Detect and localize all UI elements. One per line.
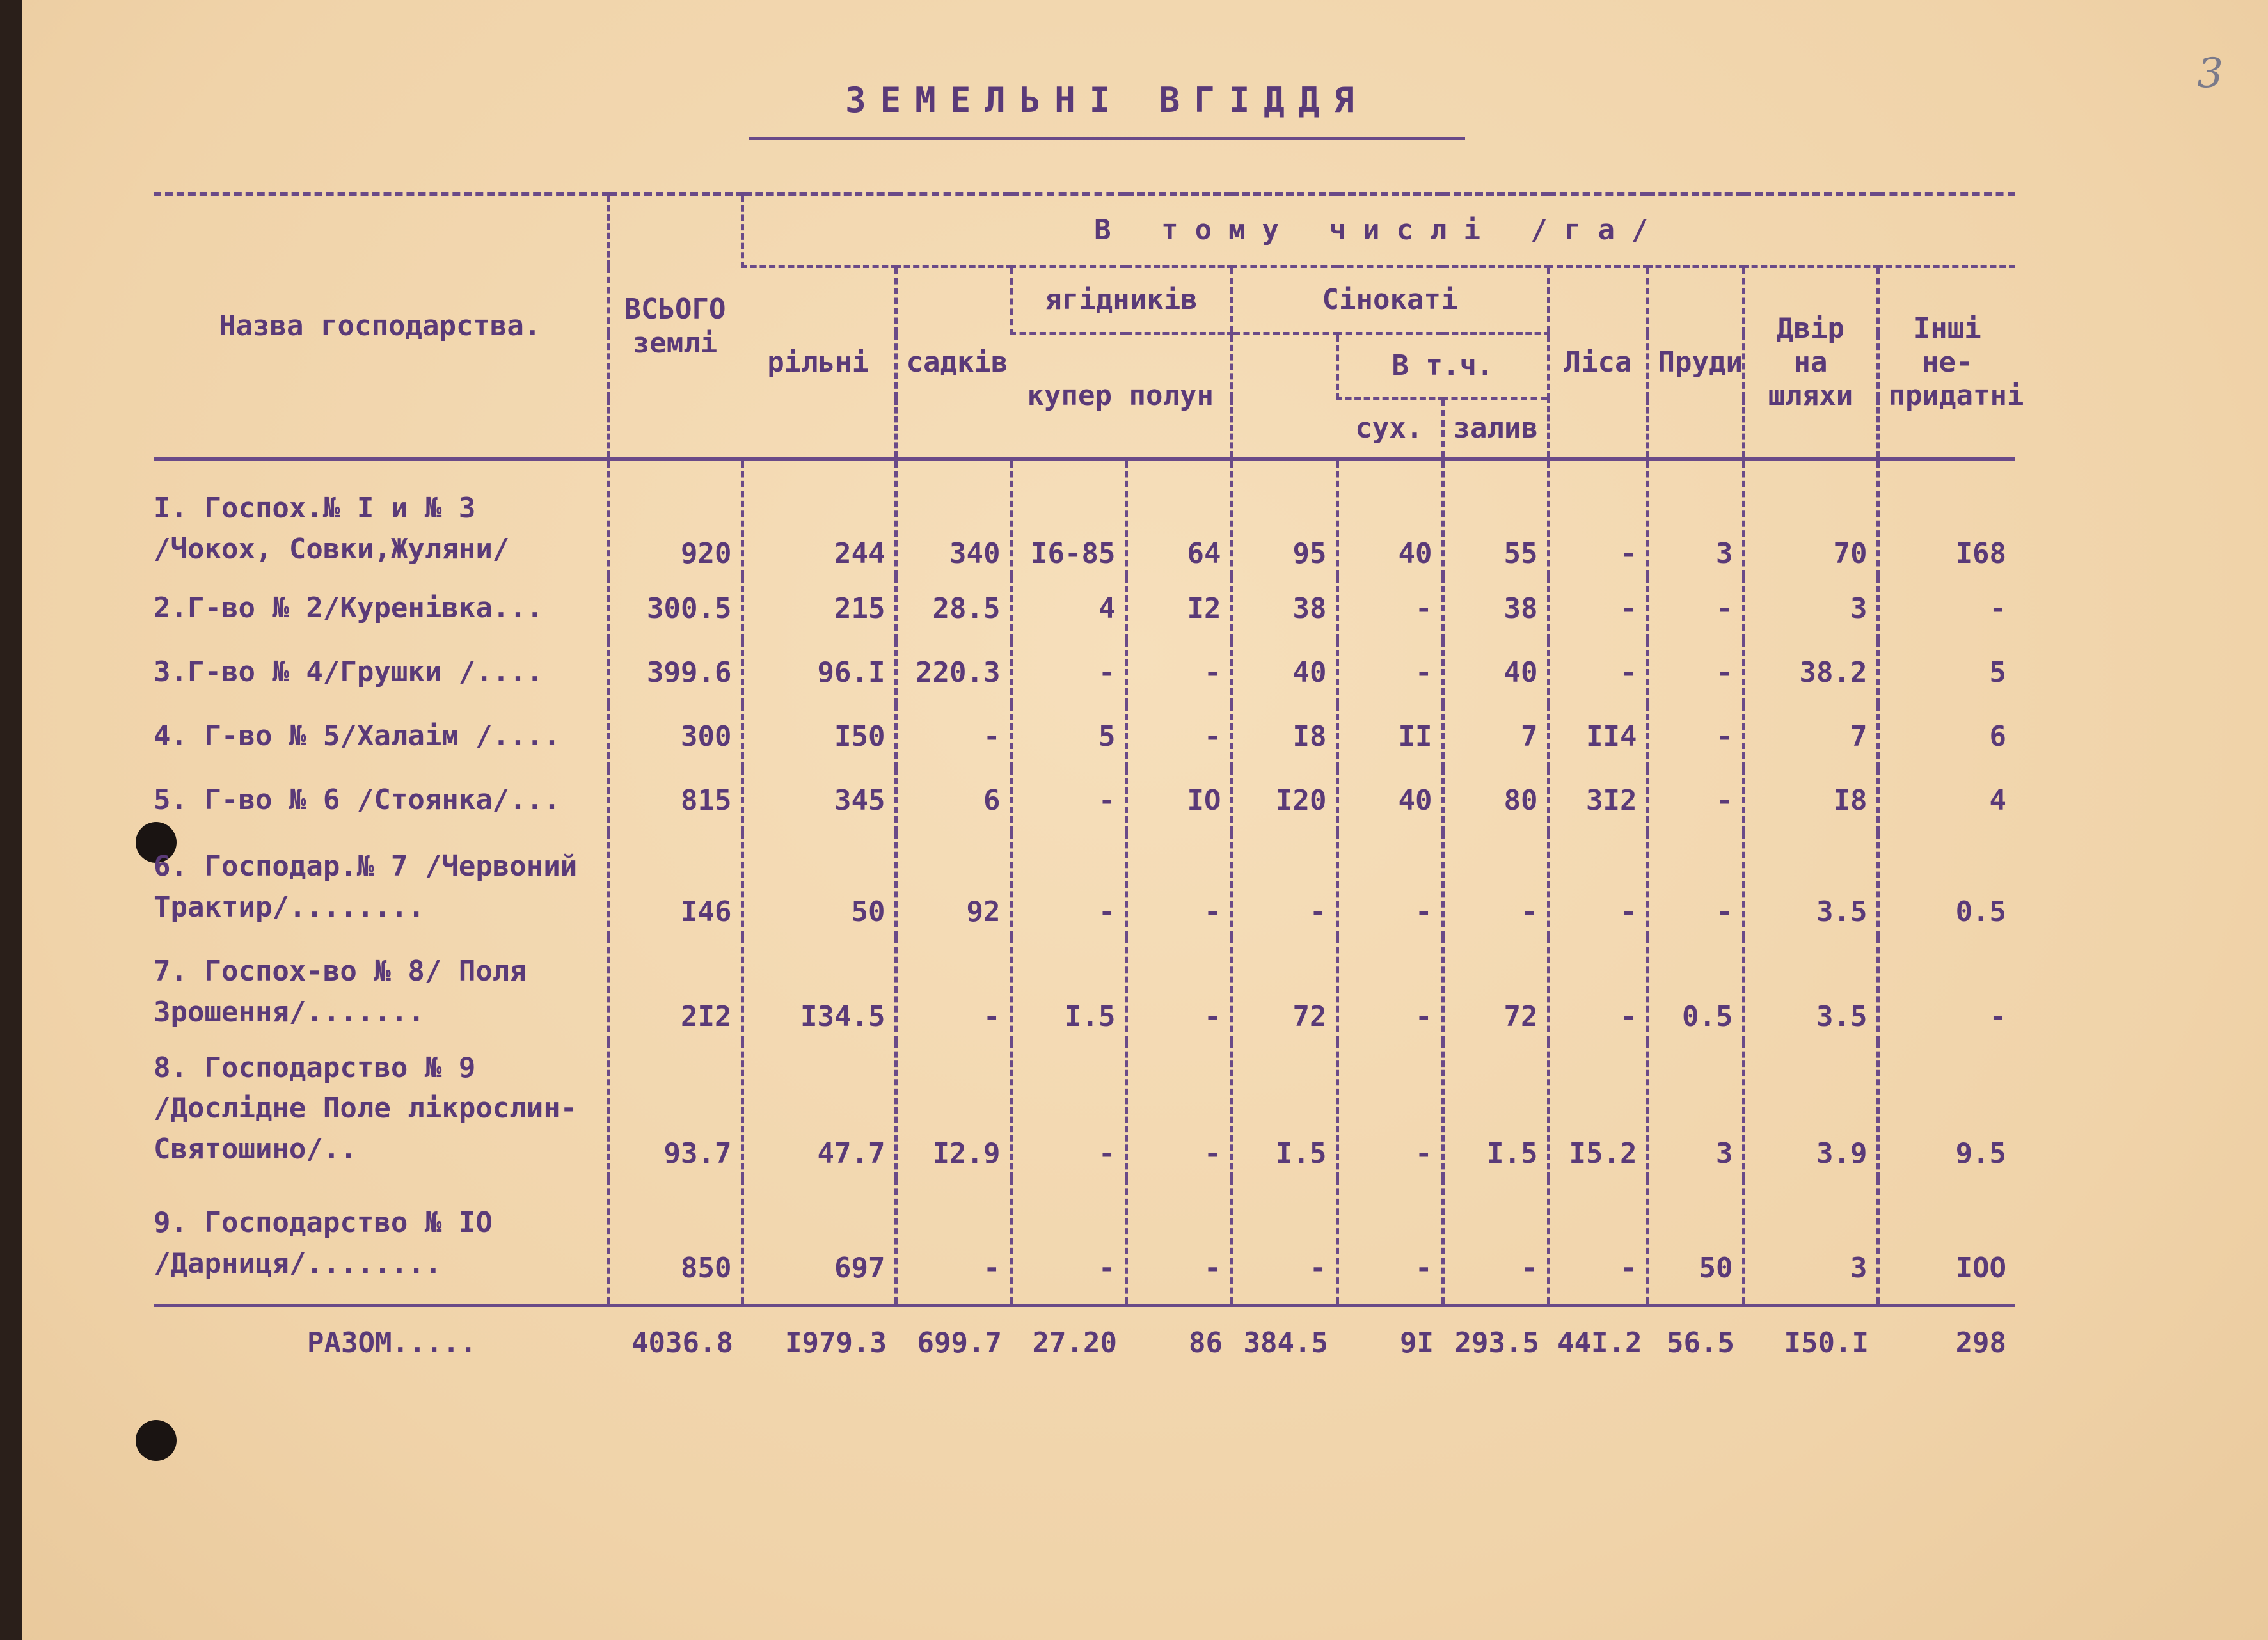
cell-total: I46: [608, 832, 742, 937]
cell-kuper: -: [1011, 768, 1126, 832]
cell-forest: -: [1548, 576, 1647, 640]
cell-other: 0.5: [1878, 832, 2015, 937]
cell-yards: I8: [1743, 768, 1878, 832]
cell-kuper: 4: [1011, 576, 1126, 640]
header-incl: В т.ч.: [1337, 334, 1548, 398]
header-group: В тому числі /га/: [742, 194, 2015, 267]
cell-forest: -: [1548, 640, 1647, 704]
cell-flood: 38: [1443, 576, 1548, 640]
cell-polun: -: [1126, 704, 1232, 768]
cell-yards: 7: [1743, 704, 1878, 768]
cell-orchards: -: [896, 1179, 1011, 1305]
cell-kuper: -: [1011, 832, 1126, 937]
cell-dry: -: [1337, 1042, 1443, 1179]
cell-total: 920: [608, 459, 742, 576]
table-row: [154, 704, 2015, 768]
cell-kuper: -: [1011, 1179, 1126, 1305]
land-table: [154, 192, 2024, 1378]
cell-forest: 3I2: [1548, 768, 1647, 832]
cell-dry: 40: [1337, 459, 1443, 576]
cell-yards: 3: [1743, 576, 1878, 640]
cell-other: 4: [1878, 768, 2015, 832]
cell-dry: -: [1337, 576, 1443, 640]
table-row: [154, 1042, 2015, 1179]
header-ponds: Пруди: [1647, 267, 1743, 460]
cell-dry: -: [1337, 937, 1443, 1042]
cell-arable: 47.7: [742, 1042, 896, 1179]
total-hay: 384.5: [1243, 1326, 1328, 1359]
header-total: ВСЬОГО землі: [608, 194, 742, 459]
cell-hay: I20: [1232, 768, 1337, 832]
total-forest: 44I.2: [1557, 1326, 1642, 1359]
cell-forest: -: [1548, 459, 1647, 576]
cell-other: -: [1878, 937, 2015, 1042]
header-berries: ягідників: [1011, 267, 1232, 334]
cell-arable: 50: [742, 832, 896, 937]
header-arable: рільні: [742, 267, 896, 460]
row-name: 2.Г-во № 2/Куренівка...: [154, 592, 544, 625]
cell-polun: I2: [1126, 576, 1232, 640]
total-polun: 86: [1189, 1326, 1223, 1359]
cell-arable: I50: [742, 704, 896, 768]
header-hayfields: Сінокаті: [1232, 267, 1548, 334]
cell-forest: I5.2: [1548, 1042, 1647, 1179]
total-flood: 293.5: [1454, 1326, 1539, 1359]
total-arable: I979.3: [785, 1326, 887, 1359]
cell-ponds: -: [1647, 832, 1743, 937]
cell-total: 93.7: [608, 1042, 742, 1179]
cell-hay: 40: [1232, 640, 1337, 704]
cell-orchards: 6: [896, 768, 1011, 832]
cell-yards: 3.5: [1743, 832, 1878, 937]
table-row: [154, 832, 2015, 937]
cell-ponds: 50: [1647, 1179, 1743, 1305]
cell-arable: 215: [742, 576, 896, 640]
cell-other: -: [1878, 576, 2015, 640]
cell-flood: 7: [1443, 704, 1548, 768]
totals-row: [154, 1305, 2015, 1378]
cell-orchards: -: [896, 704, 1011, 768]
cell-yards: 3: [1743, 1179, 1878, 1305]
row-name: 8. Господарство № 9 /Дослідне Поле лікрослин-Святошино/..: [154, 1051, 578, 1166]
cell-orchards: 220.3: [896, 640, 1011, 704]
punch-hole-lower: [136, 1420, 177, 1461]
cell-total: 2I2: [608, 937, 742, 1042]
cell-dry: -: [1337, 832, 1443, 937]
cell-orchards: I2.9: [896, 1042, 1011, 1179]
cell-other: IOO: [1878, 1179, 2015, 1305]
cell-flood: 72: [1443, 937, 1548, 1042]
cell-kuper: I6-85: [1011, 459, 1126, 576]
page-number: 3: [2197, 50, 2223, 97]
cell-arable: 345: [742, 768, 896, 832]
total-other: 298: [1955, 1326, 2007, 1359]
cell-dry: 40: [1337, 768, 1443, 832]
cell-arable: 96.I: [742, 640, 896, 704]
header-yards: Двір на шляхи: [1743, 267, 1878, 460]
header-other: Інші не-придатні: [1878, 267, 2015, 460]
cell-ponds: 0.5: [1647, 937, 1743, 1042]
cell-ponds: 3: [1647, 1042, 1743, 1179]
cell-dry: -: [1337, 1179, 1443, 1305]
total-kuper: 27.20: [1032, 1326, 1117, 1359]
cell-ponds: -: [1647, 704, 1743, 768]
header-forest: Ліса: [1548, 267, 1647, 460]
table-row: [154, 640, 2015, 704]
table-row: [154, 768, 2015, 832]
table-row: [154, 459, 2015, 576]
cell-hay: 38: [1232, 576, 1337, 640]
row-name: 3.Г-во № 4/Грушки /....: [154, 656, 544, 689]
cell-polun: -: [1126, 1179, 1232, 1305]
header-orchards: садків: [896, 267, 1011, 460]
table-row: [154, 576, 2015, 640]
total-total: 4036.8: [631, 1326, 733, 1359]
total-ponds: 56.5: [1667, 1326, 1734, 1359]
row-name: I. Госпох.№ I и № 3 /Чокох, Совки,Жуляни/: [154, 492, 510, 566]
cell-polun: -: [1126, 1042, 1232, 1179]
cell-ponds: -: [1647, 768, 1743, 832]
cell-dry: II: [1337, 704, 1443, 768]
cell-arable: 244: [742, 459, 896, 576]
cell-orchards: 28.5: [896, 576, 1011, 640]
cell-forest: II4: [1548, 704, 1647, 768]
cell-flood: -: [1443, 832, 1548, 937]
cell-arable: 697: [742, 1179, 896, 1305]
cell-yards: 38.2: [1743, 640, 1878, 704]
cell-kuper: -: [1011, 1042, 1126, 1179]
row-name: 9. Господарство № IO /Дарниця/........: [154, 1179, 608, 1305]
cell-total: 815: [608, 768, 742, 832]
cell-other: 6: [1878, 704, 2015, 768]
header-berries-split: купер полун: [1011, 334, 1232, 460]
cell-polun: -: [1126, 640, 1232, 704]
cell-yards: 3.9: [1743, 1042, 1878, 1179]
cell-hay: 72: [1232, 937, 1337, 1042]
header-hay-total: [1232, 334, 1337, 460]
cell-polun: -: [1126, 937, 1232, 1042]
cell-kuper: -: [1011, 640, 1126, 704]
header-flooded: залив: [1443, 398, 1548, 460]
total-dry: 9I: [1400, 1326, 1434, 1359]
cell-polun: -: [1126, 832, 1232, 937]
cell-flood: -: [1443, 1179, 1548, 1305]
cell-total: 850: [608, 1179, 742, 1305]
totals-label: РАЗОМ.....: [307, 1326, 477, 1359]
row-name: 4. Г-во № 5/Халаім /....: [154, 720, 560, 753]
cell-other: 5: [1878, 640, 2015, 704]
cell-orchards: -: [896, 937, 1011, 1042]
cell-ponds: 3: [1647, 459, 1743, 576]
cell-ponds: -: [1647, 640, 1743, 704]
cell-kuper: 5: [1011, 704, 1126, 768]
cell-polun: 64: [1126, 459, 1232, 576]
header-dry: сух.: [1337, 398, 1443, 460]
table-row: [154, 937, 2015, 1042]
cell-orchards: 92: [896, 832, 1011, 937]
cell-total: 300: [608, 704, 742, 768]
cell-polun: IO: [1126, 768, 1232, 832]
cell-ponds: -: [1647, 576, 1743, 640]
cell-yards: 3.5: [1743, 937, 1878, 1042]
scan-edge: [0, 0, 22, 1640]
total-orchards: 699.7: [917, 1326, 1002, 1359]
cell-hay: -: [1232, 832, 1337, 937]
cell-total: 300.5: [608, 576, 742, 640]
cell-forest: -: [1548, 832, 1647, 937]
cell-forest: -: [1548, 937, 1647, 1042]
cell-hay: I.5: [1232, 1042, 1337, 1179]
cell-arable: I34.5: [742, 937, 896, 1042]
row-name: 5. Г-во № 6 /Стоянка/...: [154, 784, 560, 817]
cell-flood: 55: [1443, 459, 1548, 576]
header-name: Назва господарства.: [154, 194, 608, 459]
row-name: 7. Госпох-во № 8/ Поля Зрошення/.......: [154, 955, 527, 1029]
cell-flood: 40: [1443, 640, 1548, 704]
cell-dry: -: [1337, 640, 1443, 704]
cell-flood: I.5: [1443, 1042, 1548, 1179]
cell-flood: 80: [1443, 768, 1548, 832]
cell-other: 9.5: [1878, 1042, 2015, 1179]
cell-kuper: I.5: [1011, 937, 1126, 1042]
cell-other: I68: [1878, 459, 2015, 576]
cell-total: 399.6: [608, 640, 742, 704]
total-yards: I50.I: [1784, 1326, 1869, 1359]
table-row: [154, 1179, 2015, 1305]
document-title: ЗЕМЕЛЬНІ ВГІДДЯ: [749, 80, 1465, 140]
cell-hay: -: [1232, 1179, 1337, 1305]
cell-forest: -: [1548, 1179, 1647, 1305]
cell-hay: I8: [1232, 704, 1337, 768]
cell-orchards: 340: [896, 459, 1011, 576]
row-name: 6. Господар.№ 7 /Червоний Трактир/........: [154, 850, 578, 924]
cell-hay: 95: [1232, 459, 1337, 576]
cell-yards: 70: [1743, 459, 1878, 576]
